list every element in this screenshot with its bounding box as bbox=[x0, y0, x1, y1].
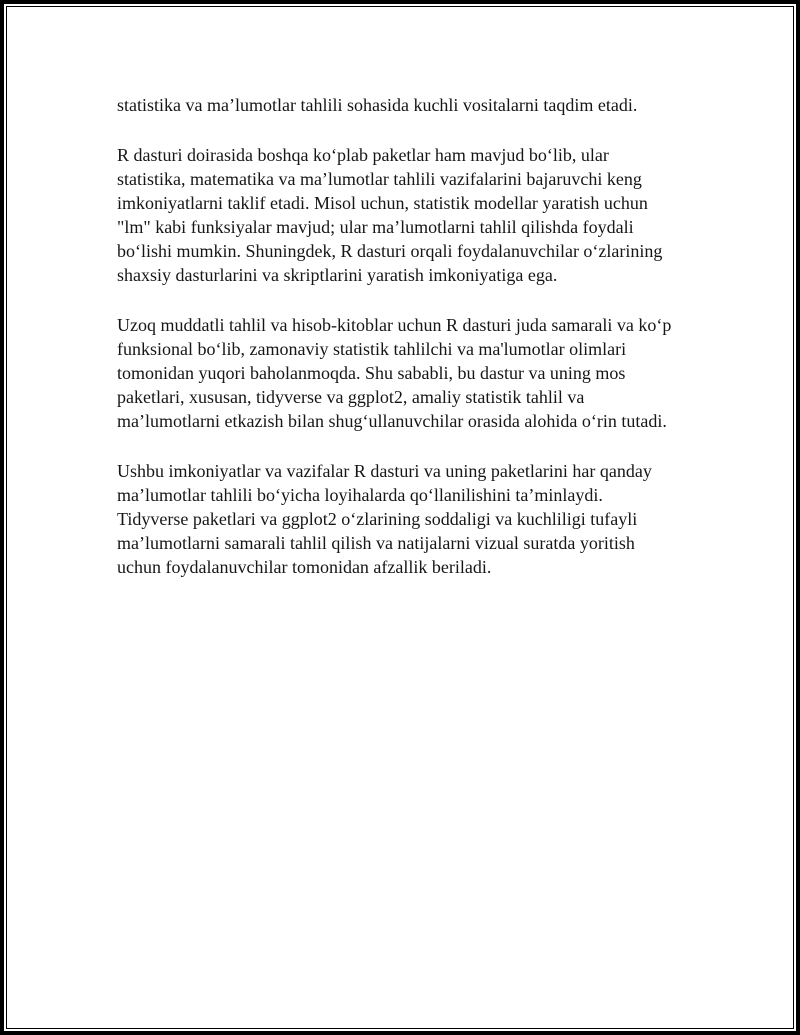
text-line: tomonidan yuqori baholanmoqda. Shu sababli, bu dastur va uning mos bbox=[117, 363, 626, 383]
text-line: Ushbu imkoniyatlar va vazifalar R dasturi va uning paketlarini har qanday bbox=[117, 461, 652, 481]
text-line: Tidyverse paketlari va ggplot2 o‘zlarining soddaligi va kuchliligi tufayli bbox=[117, 509, 638, 529]
text-line: statistika va ma’lumotlar tahlili sohasida kuchli vositalarni taqdim etadi. bbox=[117, 95, 638, 115]
text-line: imkoniyatlarni taklif etadi. Misol uchun, statistik modellar yaratish uchun bbox=[117, 193, 648, 213]
text-line: "lm" kabi funksiyalar mavjud; ular ma’lumotlarni tahlil qilishda foydali bbox=[117, 217, 634, 237]
text-line: statistika, matematika va ma’lumotlar tahlili vazifalarini bajaruvchi keng bbox=[117, 169, 642, 189]
text-line: R dasturi doirasida boshqa ko‘plab paketlar ham mavjud bo‘lib, ular bbox=[117, 145, 609, 165]
paragraph bbox=[117, 143, 710, 287]
text-line: bo‘lishi mumkin. Shuningdek, R dasturi orqali foydalanuvchilar o‘zlarining bbox=[117, 241, 663, 261]
text-line: Uzoq muddatli tahlil va hisob-kitoblar uchun R dasturi juda samarali va ko‘p bbox=[117, 315, 672, 335]
paragraph bbox=[117, 93, 710, 117]
paragraph bbox=[117, 459, 710, 579]
text-line: shaxsiy dasturlarini va skriptlarini yaratish imkoniyatiga ega. bbox=[117, 265, 558, 285]
text-line: uchun foydalanuvchilar tomonidan afzallik beriladi. bbox=[117, 557, 492, 577]
text-line: funksional bo‘lib, zamonaviy statistik tahlilchi va ma'lumotlar olimlari bbox=[117, 339, 627, 359]
document-text-body bbox=[117, 93, 710, 605]
text-line: paketlari, xususan, tidyverse va ggplot2, amaliy statistik tahlil va bbox=[117, 387, 585, 407]
text-line: ma’lumotlar tahlili bo‘yicha loyihalarda qo‘llanilishini ta’minlaydi. bbox=[117, 485, 603, 505]
paragraph bbox=[117, 313, 710, 433]
text-line: ma’lumotlarni etkazish bilan shug‘ullanuvchilar orasida alohida o‘rin tutadi. bbox=[117, 411, 667, 431]
text-line: ma’lumotlarni samarali tahlil qilish va natijalarni vizual suratda yoritish bbox=[117, 533, 635, 553]
